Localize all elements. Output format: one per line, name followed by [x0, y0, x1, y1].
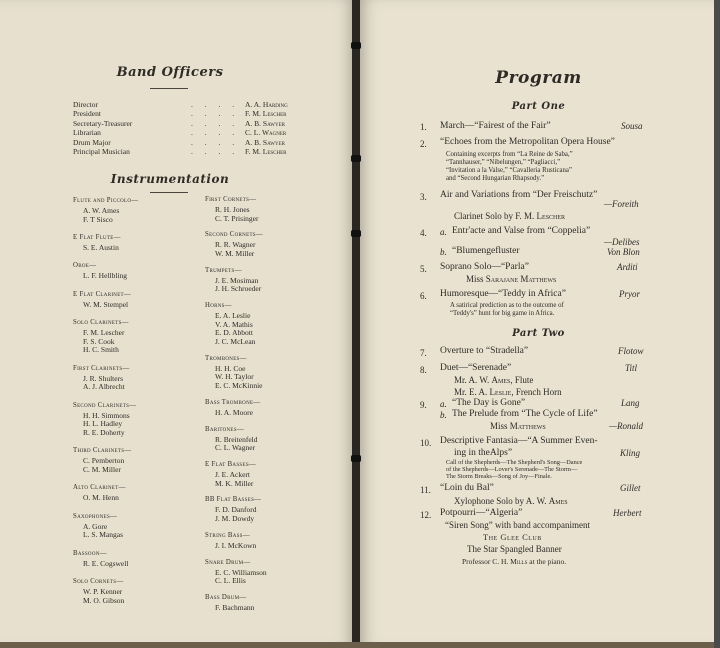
- program-item-title: Overture to “Stradella”: [440, 346, 529, 356]
- member-name: A. Gore: [83, 521, 108, 531]
- soloist-text: Miss: [466, 274, 484, 284]
- member-name: R. Breitenfeld: [215, 434, 258, 444]
- soloist-name: Lescher: [536, 211, 566, 221]
- heading-rule: [150, 192, 188, 193]
- program-item-title: March—“Fairest of the Fair”: [440, 121, 551, 131]
- soloist-line: [466, 274, 556, 284]
- officer-name: A. A. Harding: [245, 100, 288, 109]
- item-note: Call of the Shepherds—The Shepherd's Song—Dance: [446, 459, 583, 466]
- officer-role: President: [73, 109, 101, 119]
- program-item-title: “Loin du Bal”: [440, 483, 494, 493]
- member-name: W. P. Kenner: [83, 587, 123, 597]
- item-sub-label: b.: [440, 247, 447, 257]
- program-item-title: Duet—“Serenade”: [440, 363, 512, 373]
- member-name: W. H. Taylor: [215, 372, 254, 382]
- item-note: “Tannhauser,” “Nibelungen,” “Pagliacci,”: [446, 159, 561, 166]
- officer-name: F. M. Lescher: [245, 109, 287, 119]
- officer-role: Librarian: [73, 128, 101, 138]
- leader-dots: . . . .: [191, 137, 240, 147]
- section-heading: Saxophones—: [73, 512, 118, 520]
- soloist-text: Miss: [490, 421, 508, 431]
- section-heading: Oboe—: [73, 262, 97, 270]
- member-name: C. M. Miller: [83, 465, 121, 474]
- program-item-title: “Blumengefluster: [452, 246, 520, 256]
- soloist-instrument: , French Horn: [511, 387, 562, 397]
- item-number: 1.: [420, 122, 427, 132]
- member-name: H. C. Smith: [83, 345, 119, 355]
- officer-name: F. M. Lescher: [245, 147, 287, 156]
- officer-role: Director: [73, 100, 98, 109]
- section-heading: Bass Trombone—: [205, 398, 261, 406]
- member-name: W. M. Stempel: [83, 299, 129, 309]
- member-name: J. H. Schroeder: [215, 284, 262, 294]
- member-name: V. A. Mathis: [215, 319, 253, 329]
- composer: —Ronald: [609, 421, 644, 431]
- program-item-title: Descriptive Fantasia—“A Summer Even-: [440, 436, 598, 446]
- section-heading: Alto Clarinet—: [73, 484, 126, 492]
- section-heading: E Flat Basses—: [205, 461, 257, 468]
- leader-dots: . . . .: [191, 100, 240, 109]
- member-name: L. F. Hellbling: [83, 271, 127, 281]
- soloist-text: Clarinet Solo by F. M.: [454, 211, 535, 221]
- composer: —Foreith: [604, 199, 639, 209]
- item-note: “Teddy's” hunt for big game in Africa.: [450, 310, 555, 317]
- member-name: W. M. Miller: [215, 249, 255, 258]
- section-heading: Bassoon—: [73, 549, 107, 557]
- program-item-title: Potpourri—“Algeria”: [440, 508, 523, 518]
- soloist-name: Ames: [491, 375, 511, 385]
- heading-rule: [150, 88, 188, 89]
- program-item-title: Entr'acte and Valse from “Coppelia”: [452, 226, 591, 236]
- left-page: [0, 0, 355, 648]
- item-note: Containing excerpts from “La Reine de Saba,”: [446, 151, 573, 158]
- item-note: of the Shepherds—Lover's Serenade—The Storm—: [446, 466, 578, 473]
- glee-club-line: The Glee Club: [483, 532, 542, 542]
- pianist-text: Professor C. H.: [462, 557, 509, 566]
- section-heading: Snare Drum—: [205, 558, 251, 566]
- member-name: H. H. Coe: [215, 363, 246, 373]
- section-heading: Second Clarinets—: [73, 401, 137, 409]
- section-heading: E Flat Flute—: [73, 234, 121, 241]
- composer: Sousa: [621, 121, 643, 131]
- item-sub-label: a.: [440, 227, 447, 237]
- member-name: R. H. Jones: [215, 205, 250, 214]
- section-heading: Bass Drum—: [205, 594, 247, 601]
- binding-hole: [351, 230, 361, 237]
- officer-row: [73, 147, 308, 157]
- program-item-title: The Prelude from “The Cycle of Life”: [452, 409, 598, 419]
- soloist-line: [454, 387, 562, 397]
- section-heading: BB Flat Basses—: [205, 496, 262, 504]
- pianist-name: Mills: [510, 557, 528, 566]
- officer-role: Principal Musician: [73, 147, 130, 156]
- member-name: R. E. Cogswell: [83, 558, 129, 568]
- binding-hole: [351, 42, 361, 49]
- item-number: 8.: [420, 365, 427, 375]
- composer: Gillet: [620, 483, 641, 493]
- leader-dots: . . . .: [191, 118, 240, 128]
- member-name: F. S. Cook: [83, 336, 115, 346]
- officer-role: Drum Major: [73, 137, 111, 147]
- member-name: H. H. Simmons: [83, 410, 130, 420]
- member-name: O. M. Henn: [83, 493, 119, 503]
- officer-name: A. B. Sawyer: [245, 137, 286, 147]
- page-right-edge: [714, 0, 720, 648]
- section-heading: E Flat Clarinet—: [73, 290, 132, 298]
- composer: Herbert: [613, 508, 642, 518]
- program-item-title: Humoresque—“Teddy in Africa”: [440, 289, 566, 299]
- member-name: J. E. Mosiman: [215, 275, 259, 285]
- member-name: F. Bachmann: [215, 603, 255, 612]
- program-line: “Siren Song” with band accompaniment: [445, 520, 590, 530]
- soloist-line: [454, 375, 533, 385]
- item-sub-label: a.: [440, 399, 447, 409]
- item-number: 9.: [420, 400, 427, 410]
- soloist-text: Mr. E. A.: [454, 387, 488, 397]
- composer: Arditi: [617, 262, 638, 272]
- soloist-line: [454, 496, 568, 506]
- member-name: J. M. Dowdy: [215, 514, 255, 523]
- member-name: H. A. Moore: [215, 407, 253, 417]
- section-heading: First Cornets—: [205, 196, 257, 203]
- soloist-name: Leslie: [489, 387, 512, 397]
- section-heading: Trombones—: [205, 354, 247, 362]
- part-two-heading: Part Two: [512, 328, 565, 339]
- composer: Titl: [625, 363, 638, 373]
- section-heading: Third Clarinets—: [73, 447, 132, 455]
- band-officers-heading: Band Officers: [116, 65, 224, 80]
- item-sub-label: b.: [440, 410, 447, 420]
- composer: Flotow: [618, 346, 644, 356]
- officer-name: A. B. Sawyer: [245, 118, 286, 128]
- item-number: 5.: [420, 264, 427, 274]
- composer: Kling: [620, 448, 641, 458]
- member-name: E. C. McKinnie: [215, 381, 263, 390]
- member-name: J. I. McKown: [215, 540, 257, 550]
- member-name: R. E. Doherty: [83, 428, 125, 437]
- item-note: “Invitation a la Valse,” “Cavalleria Rusticana”: [446, 167, 572, 174]
- member-name: J. C. McLean: [215, 337, 256, 346]
- soloist-name: Sarajane Matthews: [485, 274, 557, 284]
- program-heading: Program: [495, 68, 582, 88]
- member-name: F. D. Danford: [215, 505, 257, 515]
- member-name: R. R. Wagner: [215, 240, 256, 250]
- item-number: 12.: [420, 510, 432, 520]
- section-heading: Trumpets—: [205, 266, 242, 274]
- program-line: The Star Spangled Banner: [467, 544, 562, 554]
- item-note: A satirical prediction as to the outcome of: [450, 302, 564, 309]
- binding-hole: [351, 455, 361, 462]
- member-name: A. J. Albrecht: [83, 382, 125, 392]
- item-number: 7.: [420, 348, 427, 358]
- soloist-text: Xylophone Solo by A. W.: [454, 496, 547, 506]
- section-heading: Second Cornets—: [205, 231, 263, 239]
- item-number: 4.: [420, 228, 427, 238]
- soloist-text: Mr. A. W.: [454, 375, 490, 385]
- member-name: E. D. Abbott: [215, 328, 253, 338]
- composer: —Delibes: [604, 237, 640, 247]
- section-heading: Horns—: [205, 302, 232, 310]
- item-number: 11.: [420, 485, 431, 495]
- item-note: The Storm Breaks—Song of Joy—Finale.: [446, 473, 552, 480]
- leader-dots: . . . .: [191, 128, 240, 138]
- member-name: F. T Sisco: [83, 214, 113, 224]
- officer-role: Secretary-Treasurer: [73, 118, 133, 128]
- page-bottom-edge: [0, 642, 720, 648]
- composer: Lang: [621, 398, 640, 408]
- program-item-title: Air and Variations from “Der Freischutz”: [440, 190, 598, 200]
- section-heading: Baritones—: [205, 425, 244, 433]
- member-name: H. L. Hadley: [83, 419, 123, 429]
- member-name: C. T. Prisinger: [215, 213, 259, 223]
- program-item-title: “The Day is Gone”: [452, 398, 526, 408]
- member-name: C. Pemberton: [83, 456, 125, 466]
- member-name: J. E. Ackert: [215, 470, 250, 479]
- member-name: J. R. Shulters: [83, 373, 124, 383]
- item-number: 6.: [420, 291, 427, 301]
- composer: Pryor: [619, 289, 640, 299]
- instrumentation-heading: Instrumentation: [110, 172, 230, 186]
- program-item-title: ing in theAlps”: [454, 448, 513, 458]
- section-heading: Flute and Piccolo—: [73, 197, 139, 204]
- member-name: E. C. Williamson: [215, 567, 267, 577]
- soloist-name: Ames: [548, 496, 568, 506]
- item-number: 10.: [420, 438, 432, 448]
- soloist-line: [490, 421, 546, 431]
- part-one-heading: Part One: [511, 101, 566, 112]
- member-name: C. L. Ellis: [215, 576, 246, 586]
- pianist-line: [462, 557, 566, 566]
- member-name: F. M. Lescher: [83, 328, 125, 338]
- section-heading: First Clarinets—: [73, 364, 130, 372]
- composer: Von Blon: [607, 247, 640, 257]
- section-heading: Solo Clarinets—: [73, 319, 129, 327]
- member-name: C. L. Wagner: [215, 443, 256, 453]
- program-item-title: Soprano Solo—“Parla”: [440, 262, 529, 272]
- item-number: 2.: [420, 139, 427, 149]
- soloist-instrument: , Flute: [510, 375, 534, 385]
- section-heading: String Bass—: [205, 531, 250, 539]
- member-name: L. S. Mangas: [83, 530, 123, 540]
- member-name: A. W. Ames: [83, 206, 120, 215]
- member-name: M. K. Miller: [215, 478, 254, 488]
- member-name: S. E. Austin: [83, 243, 119, 252]
- leader-dots: . . . .: [191, 147, 240, 156]
- book-spine: [352, 0, 360, 648]
- soloist-line: [454, 211, 565, 221]
- program-item-title: “Echoes from the Metropolitan Opera House”: [440, 137, 615, 147]
- pianist-text: at the piano.: [529, 557, 567, 566]
- section-heading: Solo Cornets—: [73, 578, 124, 586]
- item-number: 3.: [420, 192, 427, 202]
- binding-hole: [351, 155, 361, 162]
- leader-dots: . . . .: [191, 109, 240, 119]
- member-name: M. O. Gibson: [83, 595, 125, 605]
- member-name: E. A. Leslie: [215, 311, 251, 321]
- item-note: and “Second Hungarian Rhapsody.”: [446, 175, 545, 182]
- officer-name: C. L. Wagner: [245, 128, 287, 138]
- soloist-name: Matthews: [509, 421, 546, 431]
